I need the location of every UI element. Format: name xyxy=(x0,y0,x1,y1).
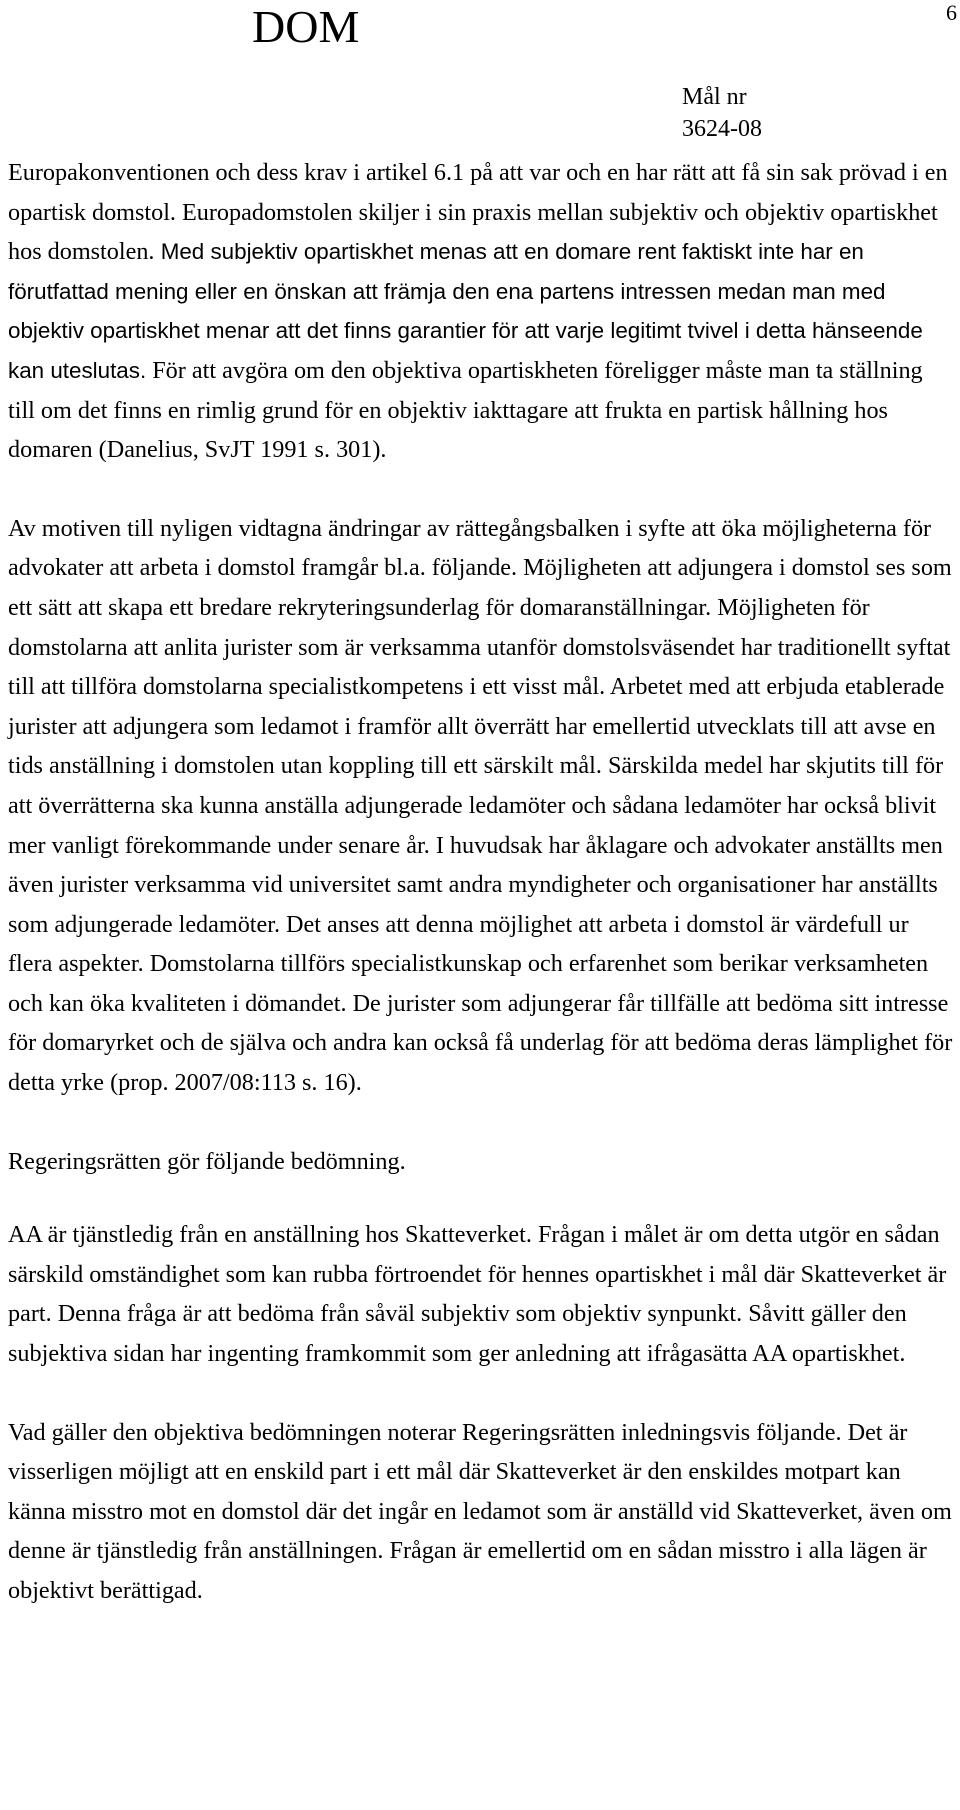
paragraph-1-part-b: Med subjektiv opartiskhet menas att en domare rent faktiskt inte har en förutfattad mening eller en önskan att främja den ena partens intressen medan man med objektiv opartiskhet menar att det finns garantier för att varje legitimt tvivel i detta hänseende kan uteslutas. xyxy=(8,239,923,383)
paragraph-objektiv-bedomning: Vad gäller den objektiva bedömningen noterar Regeringsrätten inledningsvis följande. Det är visserligen möjligt att en enskild part i ett mål där Skatteverket är den enskildes motpart kan känna misstro mot en domstol där det ingår en ledamot som är anställd vid Skatteverket, även om denne är tjänstledig från anställningen. Frågan är emellertid om en sådan misstro i alla lägen är objektivt berättigad. xyxy=(8,1418,952,1604)
page-number: 6 xyxy=(946,0,957,25)
paragraph-tjanstledig: AA är tjänstledig från en anställning hos Skatteverket. Frågan i målet är om detta utgör en sådan särskild omständighet som kan rubba förtroendet för hennes opartiskhet i mål där Skatteverket är part. Denna fråga är att bedöma från såväl subjektiv som objektiv synpunkt. Såvitt gäller den subjektiva sidan har ingenting framkommit som ger anledning att ifrågasätta AA opartiskhet. xyxy=(8,1221,947,1368)
paragraph-1-part-a: Europakonventionen och dess krav i artikel 6.1 på att var och en har rätt att få sin sak prövad i en opartisk domstol. Europadomstolen skiljer i sin praxis mellan subjektiv och objektiv opartiskhet hos domstolen. xyxy=(8,159,948,266)
case-number: 3624-08 xyxy=(682,116,762,142)
case-label: Mål nr xyxy=(682,84,747,110)
paragraph-motiven: Av motiven till nyligen vidtagna ändringar av rättegångsbalken i syfte att öka möjligheterna för advokater att arbeta i domstol framgår bl.a. följande. Möjligheten att adjungera i domstol ses som ett sätt att skapa ett bredare rekryteringsunderlag för domaranställningar. Möjligheten för domstolarna att anlita jurister som är verksamma utanför domstolsväsendet har traditionellt syftat till att tillföra domstolarna specialistkompetens i ett visst mål. Arbetet med att erbjuda etablerade jurister att adjungera som ledamot i framför allt överrätt har emellertid utvecklats till att avse en tids anställning i domstolen utan koppling till ett särskilt mål. Särskilda medel har skjutits till för att överrätterna ska kunna anställa adjungerade ledamöter och sådana ledamöter har också blivit mer vanligt förekommande under senare år. I huvudsak har åklagare och advokater anställts men även jurister verksamma vid universitet samt andra myndigheter och organisationer har anställts som adjungerade ledamöter. Det anses att denna möjlighet att arbeta i domstol är värdefull ur flera aspekter. Domstolarna tillförs specialistkunskap och erfarenhet som berikar verksamheten och kan öka kvaliteten i dömandet. De jurister som adjungerar får tillfälle att bedöma sitt intresse för domaryrket och de själva och andra kan också få underlag för att bedöma deras lämplighet för detta yrke (prop. 2007/08:113 s. 16). xyxy=(8,514,953,1097)
case-reference xyxy=(682,82,762,146)
paragraph-opartiskhet xyxy=(8,153,954,470)
paragraph-bedomning-heading: Regeringsrätten gör följande bedömning. xyxy=(8,1147,406,1175)
paragraph-1-part-c: För att avgöra om den objektiva opartiskheten föreligger måste man ta ställning till om det finns en rimlig grund för en objektiv iakttagare att frukta en partisk hållning hos domaren (Danelius, SvJT 1991 s. 301). xyxy=(8,356,923,464)
document-title: DOM xyxy=(252,1,360,52)
document-body xyxy=(8,153,954,1611)
